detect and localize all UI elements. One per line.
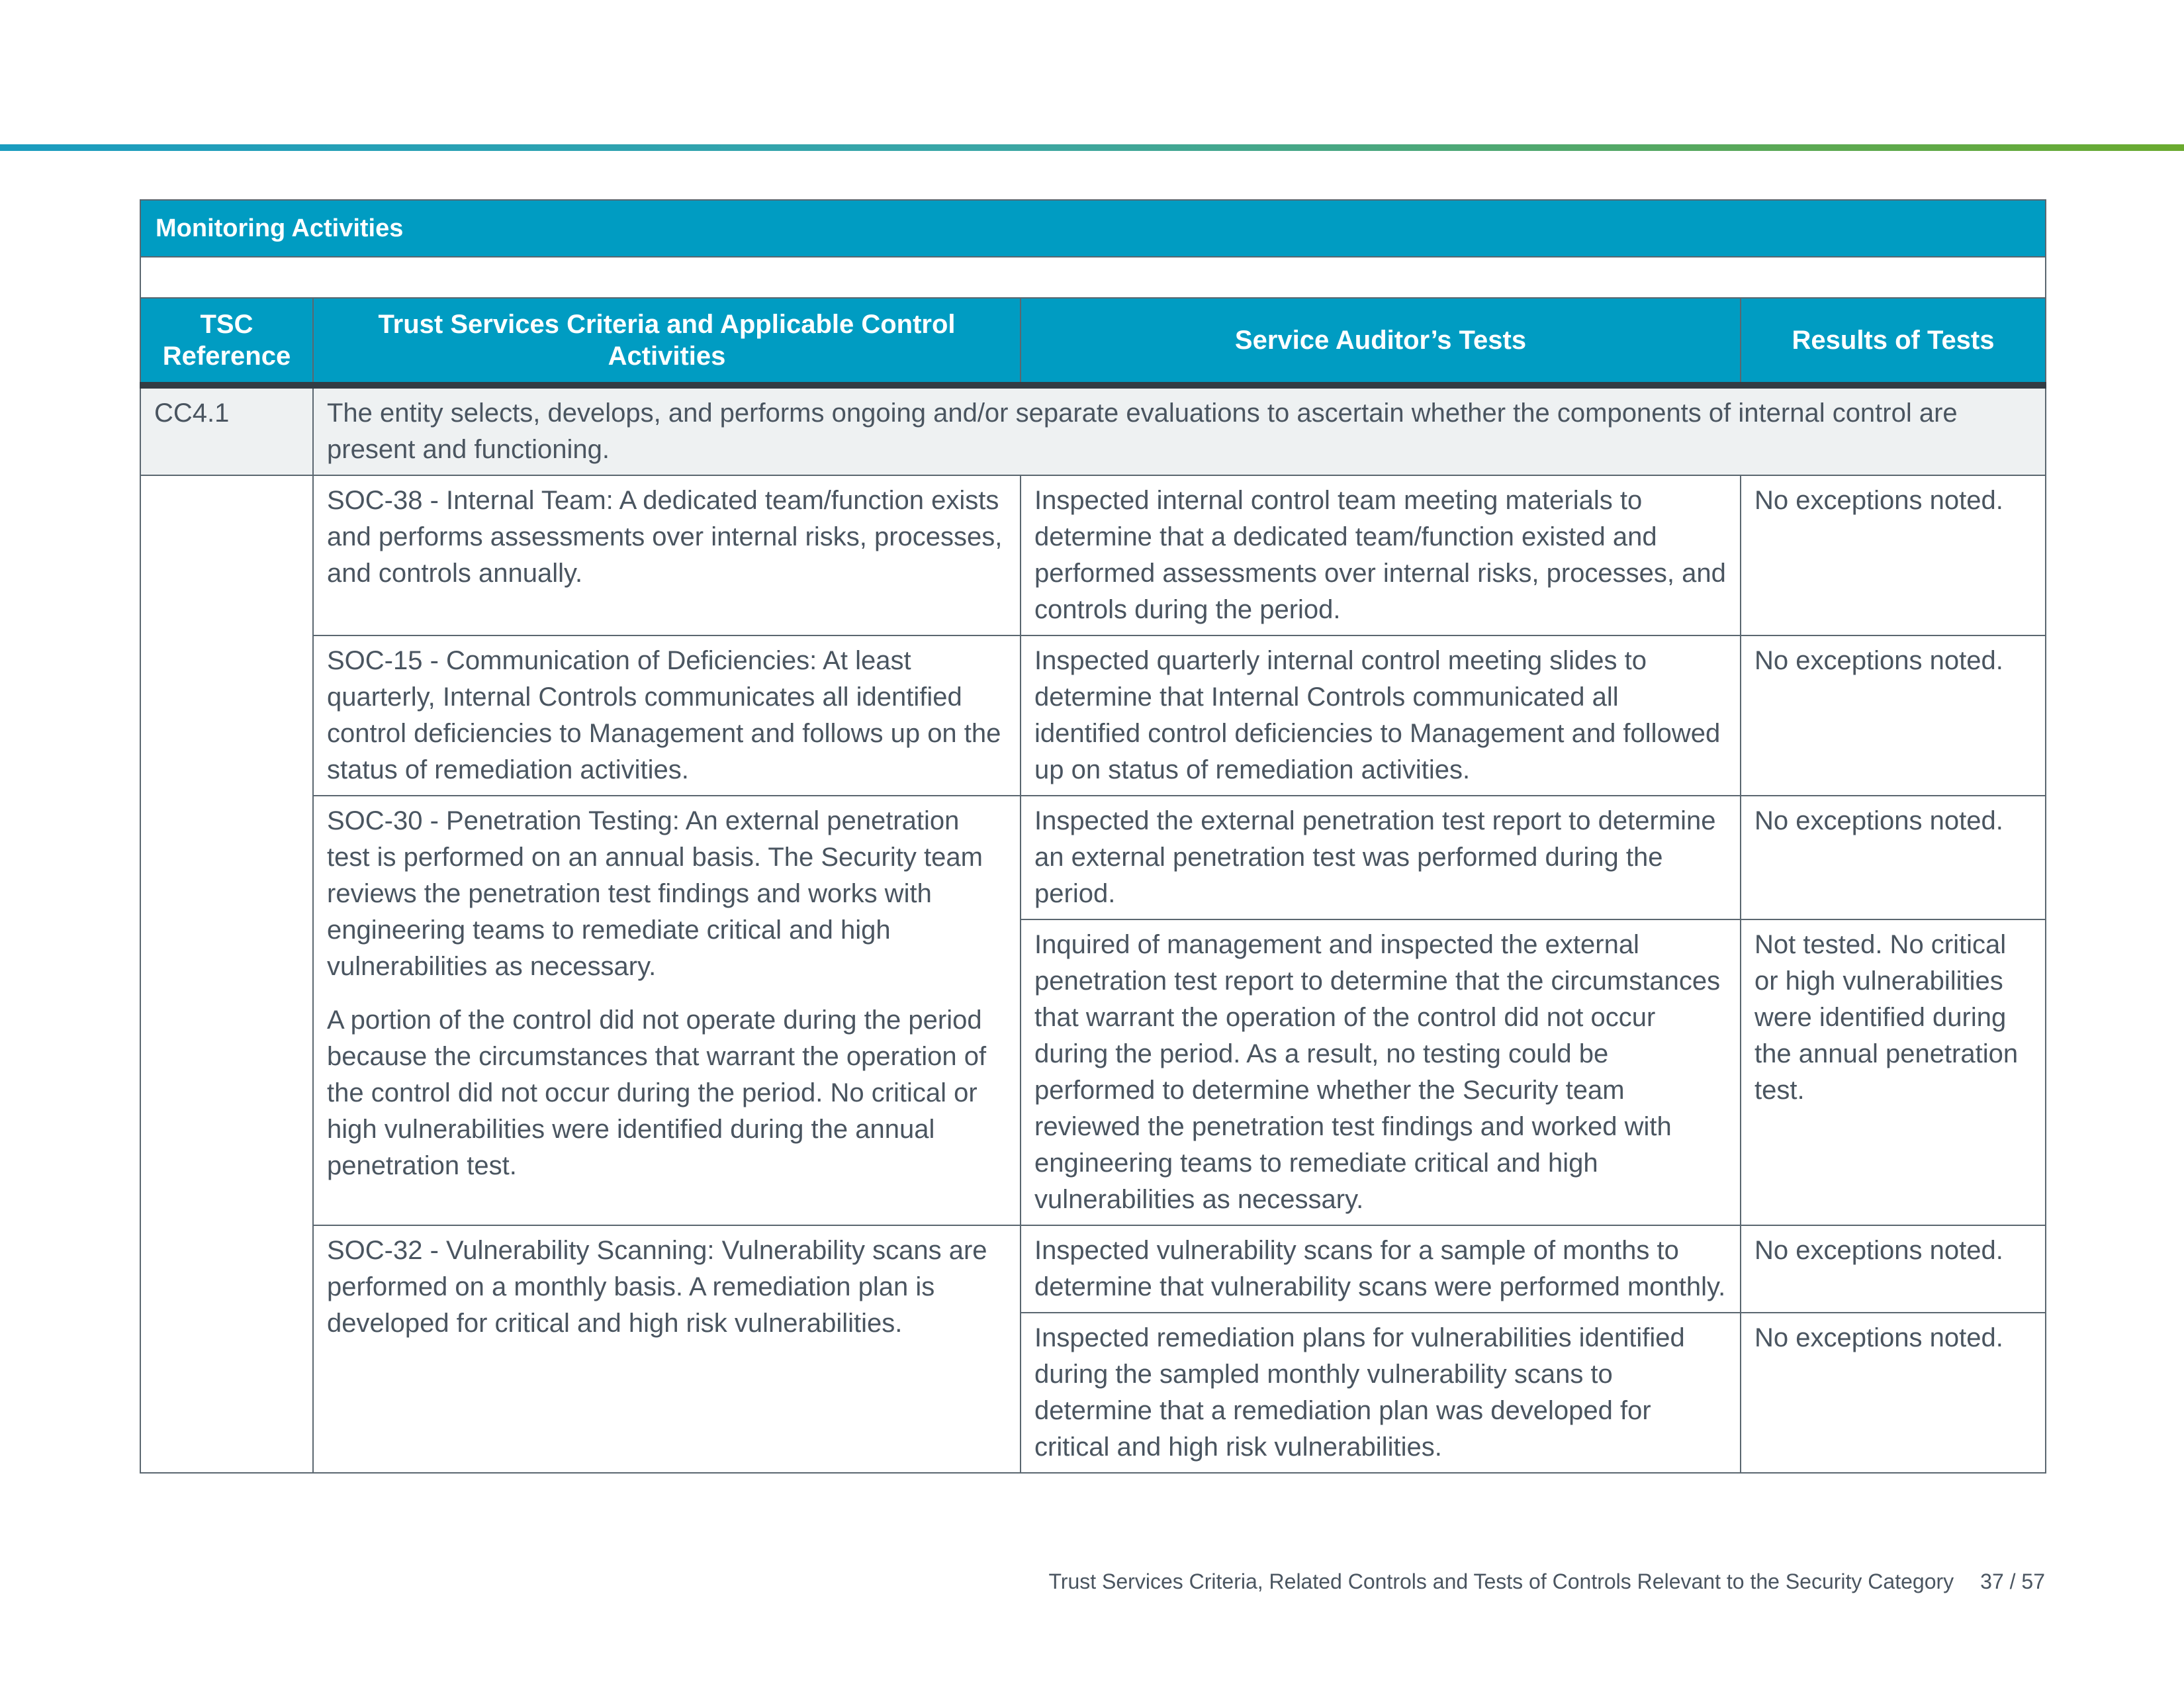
header-criteria: Trust Services Criteria and Applicable Control Activities xyxy=(313,298,1021,385)
table-row xyxy=(140,796,2046,919)
test-procedure: Inspected quarterly internal control meeting slides to determine that Internal Controls communicated all identified control deficiencies to Management and followed up on status of remediation activities. xyxy=(1021,635,1741,796)
test-procedure: Inquired of management and inspected the external penetration test report to determine that the circumstances that warrant the operation of the control did not occur during the period. As a result, no testing could be performed to determine whether the Security team reviewed the penetration test findings and worked with engineering teams to remediate critical and high vulnerabilities as necessary. xyxy=(1021,919,1741,1225)
test-result: No exceptions noted. xyxy=(1741,796,2046,919)
control-description: SOC-32 - Vulnerability Scanning: Vulnerability scans are performed on a monthly basis. A remediation plan is developed for critical and high risk vulnerabilities. xyxy=(313,1225,1021,1473)
test-procedure: Inspected remediation plans for vulnerabilities identified during the sampled monthly vulnerability scans to determine that a remediation plan was developed for critical and high risk vulnerabilities. xyxy=(1021,1313,1741,1473)
control-description-cell xyxy=(313,796,1021,1225)
blank-row xyxy=(140,257,2046,298)
header-tests: Service Auditor’s Tests xyxy=(1021,298,1741,385)
control-note: A portion of the control did not operate during the period because the circumstances that warrant the operation of the control did not occur during the period. No critical or high vulnerabilities were identified during the annual penetration test. xyxy=(327,1006,987,1180)
ref-spacer-cell xyxy=(140,475,313,1473)
test-procedure: Inspected internal control team meeting materials to determine that a dedicated team/function existed and performed assessments over internal risks, processes, and controls during the period. xyxy=(1021,475,1741,635)
test-result: No exceptions noted. xyxy=(1741,1225,2046,1313)
controls-table xyxy=(140,199,2046,1474)
column-header-row xyxy=(140,298,2046,385)
page-number: 37 / 57 xyxy=(1980,1570,2045,1593)
control-description: SOC-15 - Communication of Deficiencies: At least quarterly, Internal Controls communicates all identified control deficiencies to Management and follows up on the status of remediation activities. xyxy=(313,635,1021,796)
test-result: No exceptions noted. xyxy=(1741,1313,2046,1473)
section-title: Monitoring Activities xyxy=(140,200,2046,257)
criterion-text: The entity selects, develops, and performs ongoing and/or separate evaluations to ascertain whether the components of internal control are present and functioning. xyxy=(313,385,2046,475)
control-description: SOC-38 - Internal Team: A dedicated team/function exists and performs assessments over internal risks, processes, and controls annually. xyxy=(313,475,1021,635)
test-procedure: Inspected vulnerability scans for a sample of months to determine that vulnerability scans were performed monthly. xyxy=(1021,1225,1741,1313)
control-description: SOC-30 - Penetration Testing: An external penetration test is performed on an annual basis. The Security team reviews the penetration test findings and works with engineering teams to remediate critical and high vulnerabilities as necessary. xyxy=(327,806,983,981)
table-row xyxy=(140,475,2046,635)
table-row xyxy=(140,1225,2046,1313)
test-result: Not tested. No critical or high vulnerabilities were identified during the annual penetration test. xyxy=(1741,919,2046,1225)
criterion-ref: CC4.1 xyxy=(140,385,313,475)
page-footer xyxy=(1048,1570,2045,1594)
header-tsc-reference: TSC Reference xyxy=(140,298,313,385)
footer-title: Trust Services Criteria, Related Controls and Tests of Controls Relevant to the Security Category xyxy=(1048,1570,1954,1593)
table-row xyxy=(140,635,2046,796)
test-result: No exceptions noted. xyxy=(1741,635,2046,796)
header-results: Results of Tests xyxy=(1741,298,2046,385)
header-gradient-rule xyxy=(0,144,2184,151)
test-result: No exceptions noted. xyxy=(1741,475,2046,635)
blank-cell xyxy=(140,257,2046,298)
criterion-row xyxy=(140,385,2046,475)
test-procedure: Inspected the external penetration test report to determine an external penetration test was performed during the period. xyxy=(1021,796,1741,919)
section-title-row xyxy=(140,200,2046,257)
